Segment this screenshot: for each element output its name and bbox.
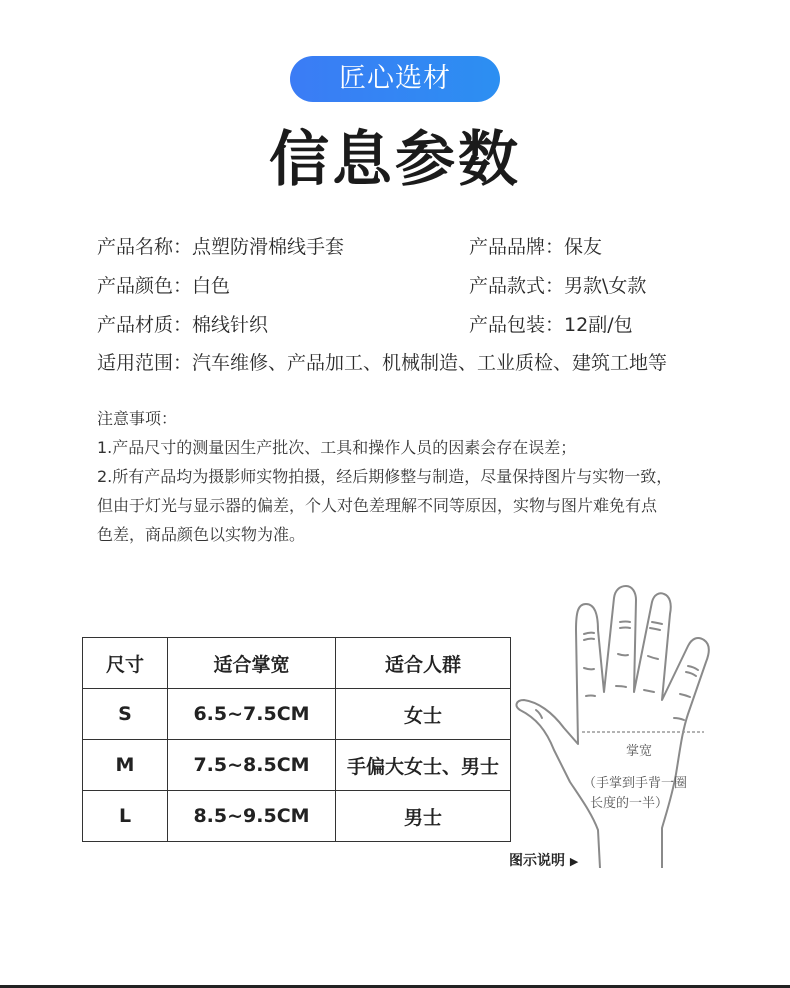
- table-row: [83, 791, 511, 842]
- spec-brand-label: 产品品牌：: [469, 236, 565, 258]
- spec-package-value: 12副/包: [564, 314, 633, 336]
- page-title: 信息参数: [269, 125, 521, 195]
- header-audience: 适合人群: [336, 638, 511, 689]
- spec-scope: [97, 348, 667, 375]
- spec-style-label: 产品款式：: [469, 275, 565, 297]
- spec-color-value: 白色: [192, 275, 231, 297]
- cell-size: S: [83, 689, 168, 740]
- spec-material: [97, 310, 268, 337]
- table-row: [83, 740, 511, 791]
- spec-package-label: 产品包装：: [469, 314, 565, 336]
- palm-note-line1: （手掌到手背一圈: [583, 776, 688, 791]
- spec-name-label: 产品名称：: [97, 236, 193, 258]
- size-table: [82, 637, 511, 842]
- spec-color-label: 产品颜色：: [97, 275, 193, 297]
- notes-line: 色差，商品颜色以实物为准。: [97, 525, 306, 544]
- cell-audience: 女士: [336, 689, 511, 740]
- spec-scope-label: 适用范围：: [97, 352, 193, 374]
- palm-note-line2: 长度的一半）: [590, 796, 669, 811]
- spec-scope-value: 汽车维修、产品加工、机械制造、工业质检、建筑工地等: [192, 352, 668, 374]
- spec-style: [469, 271, 646, 298]
- notes-line: 2.所有产品均为摄影师实物拍摄，经后期修整与制造，尽量保持图片与实物一致，: [97, 467, 673, 486]
- spec-material-label: 产品材质：: [97, 314, 193, 336]
- triangle-right-icon: ▶: [569, 855, 579, 868]
- cell-palm-width: 8.5~9.5CM: [168, 791, 336, 842]
- size-table-header: [83, 638, 511, 689]
- cell-size: L: [83, 791, 168, 842]
- cell-audience: 男士: [336, 791, 511, 842]
- spec-style-value: 男款\女款: [564, 275, 647, 297]
- header-palm-width: 适合掌宽: [168, 638, 336, 689]
- spec-package: [469, 310, 633, 337]
- spec-color: [97, 271, 230, 298]
- spec-brand-value: 保友: [564, 236, 603, 258]
- spec-name-value: 点塑防滑棉线手套: [192, 236, 345, 258]
- cell-audience: 手偏大女士、男士: [336, 740, 511, 791]
- header-size: 尺寸: [83, 638, 168, 689]
- cell-palm-width: 6.5~7.5CM: [168, 689, 336, 740]
- spec-brand: [469, 232, 602, 259]
- cell-size: M: [83, 740, 168, 791]
- hand-outline-illustration: [512, 582, 722, 868]
- diagram-legend: [509, 850, 578, 870]
- notes-section: [97, 404, 717, 549]
- notes-line: 1.产品尺寸的测量因生产批次、工具和操作人员的因素会存在误差；: [97, 438, 577, 457]
- spec-name: [97, 232, 344, 259]
- section-badge: 匠心选材: [290, 56, 500, 102]
- spec-material-value: 棉线针织: [192, 314, 269, 336]
- diagram-legend-label: 图示说明: [509, 853, 565, 869]
- notes-line: 但由于灯光与显示器的偏差，个人对色差理解不同等原因，实物与图片难免有点: [97, 496, 658, 515]
- table-row: [83, 689, 511, 740]
- cell-palm-width: 7.5~8.5CM: [168, 740, 336, 791]
- notes-heading: 注意事项：: [97, 409, 178, 428]
- palm-width-label: 掌宽: [626, 744, 653, 759]
